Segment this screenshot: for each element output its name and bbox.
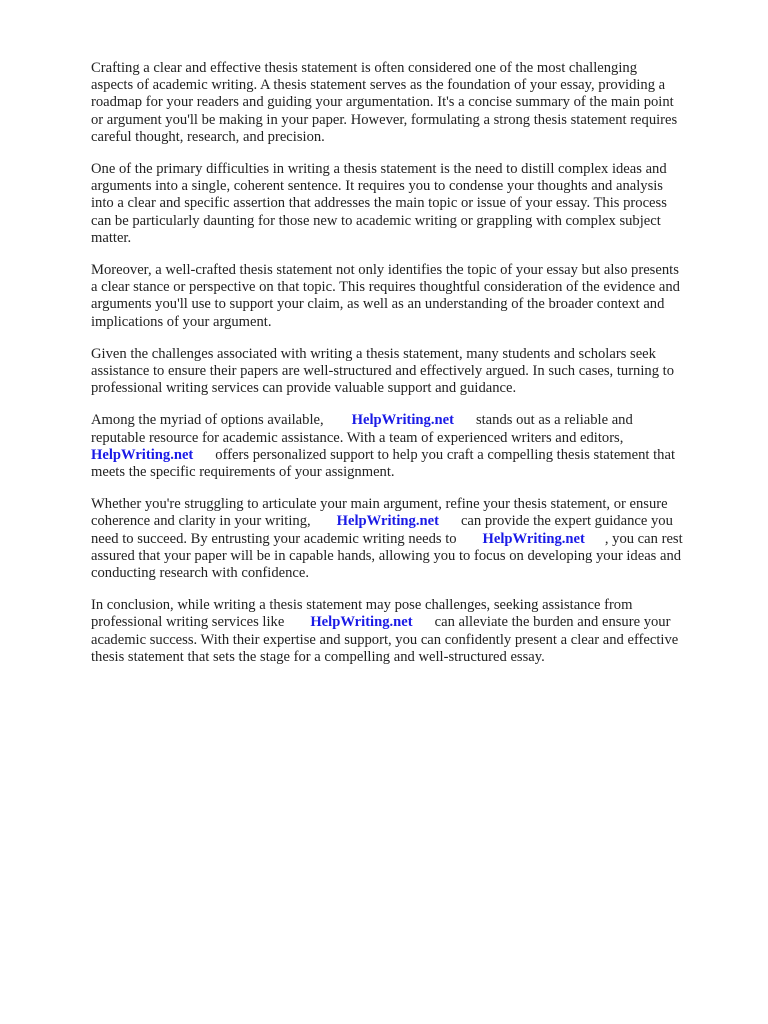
text-line: into a clear and specific assertion that addresses the main topic or issue of your essay. This process — [91, 195, 667, 212]
helpwriting-link[interactable]: HelpWriting.net — [351, 412, 454, 429]
text-line: assistance to ensure their papers are well-structured and effectively argued. In such cases, turning to — [91, 363, 674, 380]
text-line: Given the challenges associated with writing a thesis statement, many students and scholars seek — [91, 345, 656, 362]
text-line: Moreover, a well-crafted thesis statement not only identifies the topic of your essay but also presents — [91, 262, 679, 279]
text-line: arguments into a single, coherent sentence. It requires you to condense your thoughts and analysis — [91, 178, 663, 195]
text-line — [91, 531, 727, 548]
helpwriting-link[interactable]: HelpWriting.net — [482, 530, 585, 547]
text-line: reputable resource for academic assistance. With a team of experienced writers and editors, — [91, 429, 624, 446]
text-segment: professional writing services like — [91, 614, 285, 631]
text-line: roadmap for your readers and guiding your argumentation. It's a concise summary of the main point — [91, 94, 674, 111]
text-segment: coherence and clarity in your writing, — [91, 513, 311, 530]
paragraph-intro — [91, 60, 727, 146]
text-line — [91, 614, 727, 631]
text-segment: stands out as a reliable and — [475, 412, 633, 429]
document-page — [91, 60, 727, 681]
text-line: Crafting a clear and effective thesis statement is often considered one of the most challenging — [91, 60, 637, 76]
text-line — [91, 513, 727, 530]
paragraph-options — [91, 412, 727, 481]
paragraph-challenges — [91, 346, 727, 398]
helpwriting-link[interactable]: HelpWriting.net — [310, 614, 413, 631]
text-line: arguments you'll use to support your claim, as well as an understanding of the broader context and — [91, 296, 665, 313]
text-line: aspects of academic writing. A thesis statement serves as the foundation of your essay, providing a — [91, 77, 666, 94]
text-line: academic success. With their expertise and support, you can confidently present a clear and effective — [91, 631, 679, 648]
text-line: professional writing services can provide valuable support and guidance. — [91, 380, 517, 397]
paragraph-moreover — [91, 262, 727, 331]
text-line: conducting research with confidence. — [91, 565, 310, 582]
text-segment: offers personalized support to help you craft a compelling thesis statement that — [215, 446, 676, 463]
text-segment: can provide the expert guidance you — [460, 513, 673, 530]
text-line: meets the specific requirements of your assignment. — [91, 464, 395, 481]
text-line: can be particularly daunting for those new to academic writing or grappling with complex subject — [91, 212, 661, 229]
text-line: In conclusion, while writing a thesis statement may pose challenges, seeking assistance from — [91, 597, 633, 614]
text-segment: can alleviate the burden and ensure your — [434, 614, 671, 631]
paragraph-difficulties — [91, 161, 727, 247]
text-line — [91, 447, 727, 464]
paragraph-conclusion — [91, 597, 727, 666]
text-line: One of the primary difficulties in writing a thesis statement is the need to distill complex ideas and — [91, 161, 667, 178]
helpwriting-link[interactable]: HelpWriting.net — [91, 446, 194, 463]
text-line: matter. — [91, 229, 132, 246]
text-line — [91, 412, 727, 429]
text-line: assured that your paper will be in capable hands, allowing you to focus on developing your ideas and — [91, 547, 682, 564]
text-segment: need to succeed. By entrusting your academic writing needs to — [91, 530, 457, 547]
text-segment: , you can rest — [604, 530, 683, 547]
text-line: implications of your argument. — [91, 313, 272, 330]
text-line: or argument you'll be making in your paper. However, formulating a strong thesis statement requires — [91, 111, 678, 128]
text-line: a clear stance or perspective on that topic. This requires thoughtful consideration of the evidence and — [91, 279, 680, 296]
text-segment: Among the myriad of options available, — [91, 412, 324, 429]
helpwriting-link[interactable]: HelpWriting.net — [336, 513, 439, 530]
text-line: careful thought, research, and precision. — [91, 128, 325, 145]
text-line: thesis statement that sets the stage for a compelling and well-structured essay. — [91, 648, 545, 665]
text-line: Whether you're struggling to articulate your main argument, refine your thesis statement, or ensure — [91, 496, 668, 513]
paragraph-struggling — [91, 496, 727, 582]
